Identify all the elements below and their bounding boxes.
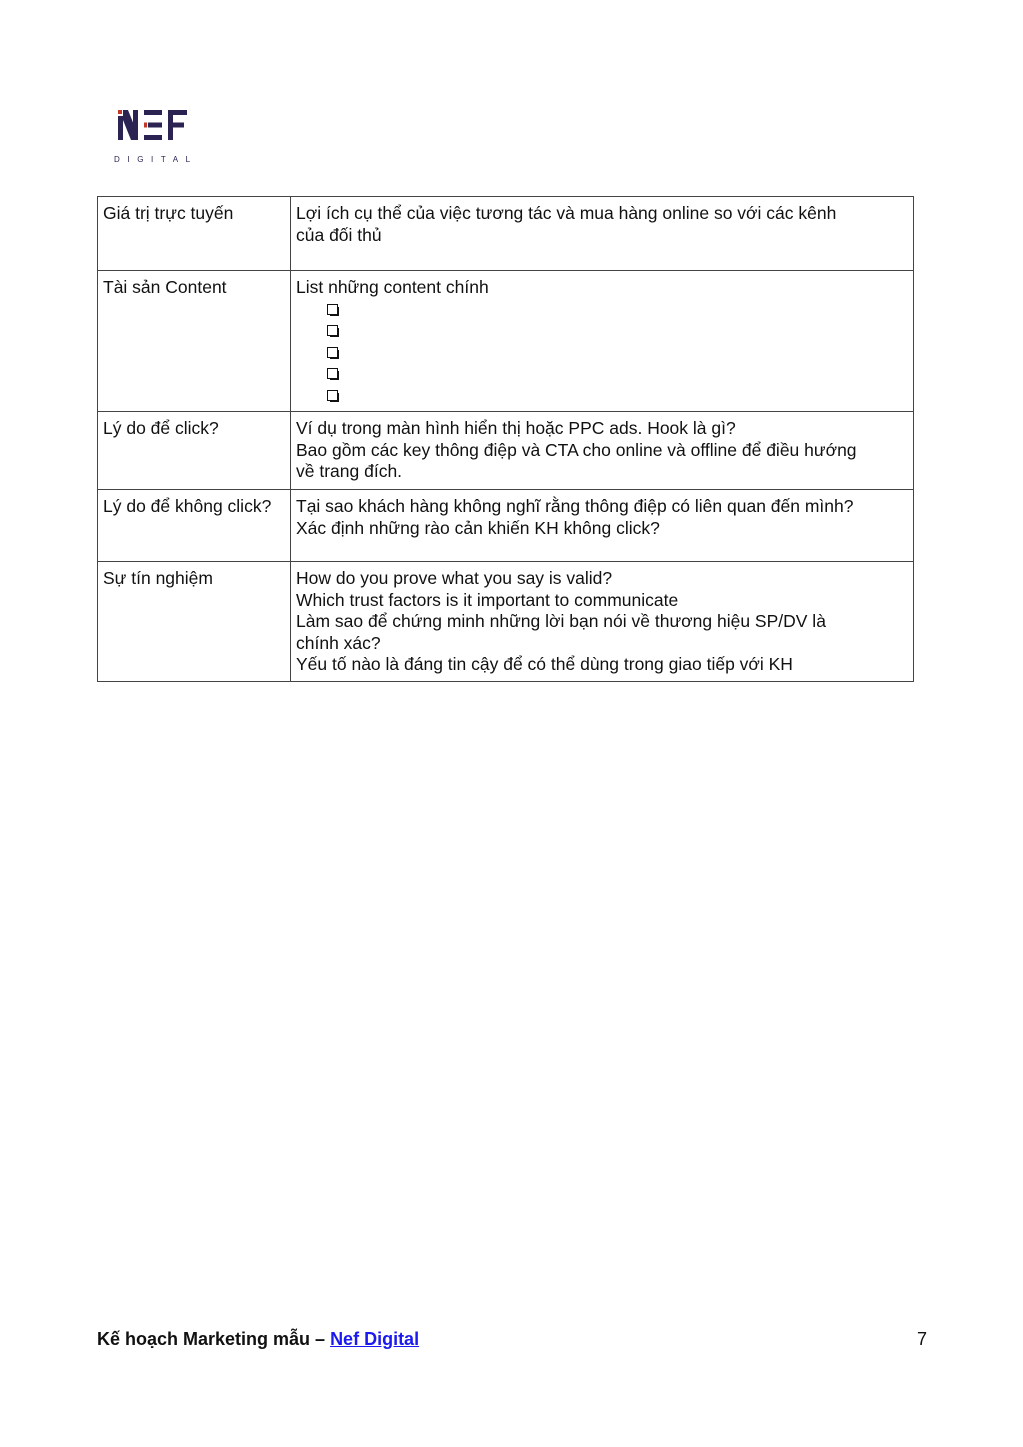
row-content bbox=[291, 412, 914, 490]
list-item bbox=[327, 363, 908, 385]
footer-title: Kế hoạch Marketing mẫu – bbox=[97, 1329, 331, 1349]
footer-link[interactable]: Nef Digital bbox=[330, 1329, 420, 1349]
row-content bbox=[291, 197, 914, 271]
logo-mark-icon bbox=[104, 104, 216, 168]
table-row bbox=[98, 271, 914, 412]
table-row bbox=[98, 490, 914, 562]
checkbox-icon bbox=[327, 368, 338, 379]
checkbox-icon bbox=[327, 325, 338, 336]
content-line: của đối thủ bbox=[296, 224, 382, 245]
row-content bbox=[291, 490, 914, 562]
svg-text:DIGITAL: DIGITAL bbox=[114, 155, 198, 164]
table-row bbox=[98, 197, 914, 271]
list-item bbox=[327, 320, 908, 342]
list-item bbox=[327, 299, 908, 321]
table-row bbox=[98, 562, 914, 682]
content-line: List những content chính bbox=[296, 277, 489, 297]
page-footer bbox=[97, 1328, 927, 1350]
row-content bbox=[291, 562, 914, 682]
content-line: Làm sao để chứng minh những lời bạn nói về thương hiệu SP/DV là bbox=[296, 611, 826, 631]
content-line: Lợi ích cụ thể của việc tương tác và mua hàng online so với các kênh bbox=[296, 203, 837, 223]
row-label: Tài sản Content bbox=[98, 271, 291, 412]
content-line: Which trust factors is it important to communicate bbox=[296, 589, 679, 610]
row-content bbox=[291, 271, 914, 412]
list-item bbox=[327, 342, 908, 364]
content-line: Xác định những rào cản khiến KH không click? bbox=[296, 517, 660, 538]
checkbox-list bbox=[296, 299, 908, 407]
content-line: Bao gồm các key thông điệp và CTA cho online và offline để điều hướng bbox=[296, 439, 857, 460]
row-label: Lý do để không click? bbox=[98, 490, 291, 562]
row-label: Sự tín nghiệm bbox=[98, 562, 291, 682]
nef-digital-logo bbox=[104, 104, 216, 168]
page-number: 7 bbox=[916, 1329, 927, 1349]
table-row bbox=[98, 412, 914, 490]
content-line: Yếu tố nào là đáng tin cậy để có thể dùng trong giao tiếp với KH bbox=[296, 654, 793, 674]
row-label: Giá trị trực tuyến bbox=[98, 197, 291, 271]
content-line: Ví dụ trong màn hình hiển thị hoặc PPC ads. Hook là gì? bbox=[296, 418, 736, 438]
list-item bbox=[327, 385, 908, 407]
row-label: Lý do để click? bbox=[98, 412, 291, 490]
content-line: về trang đích. bbox=[296, 461, 403, 481]
checkbox-icon bbox=[327, 347, 338, 358]
checkbox-icon bbox=[327, 390, 338, 401]
marketing-plan-table bbox=[97, 196, 914, 682]
checkbox-icon bbox=[327, 304, 338, 315]
content-line: Tại sao khách hàng không nghĩ rằng thông điệp có liên quan đến mình? bbox=[296, 496, 854, 516]
content-line: How do you prove what you say is valid? bbox=[296, 568, 613, 588]
content-line: chính xác? bbox=[296, 632, 381, 653]
